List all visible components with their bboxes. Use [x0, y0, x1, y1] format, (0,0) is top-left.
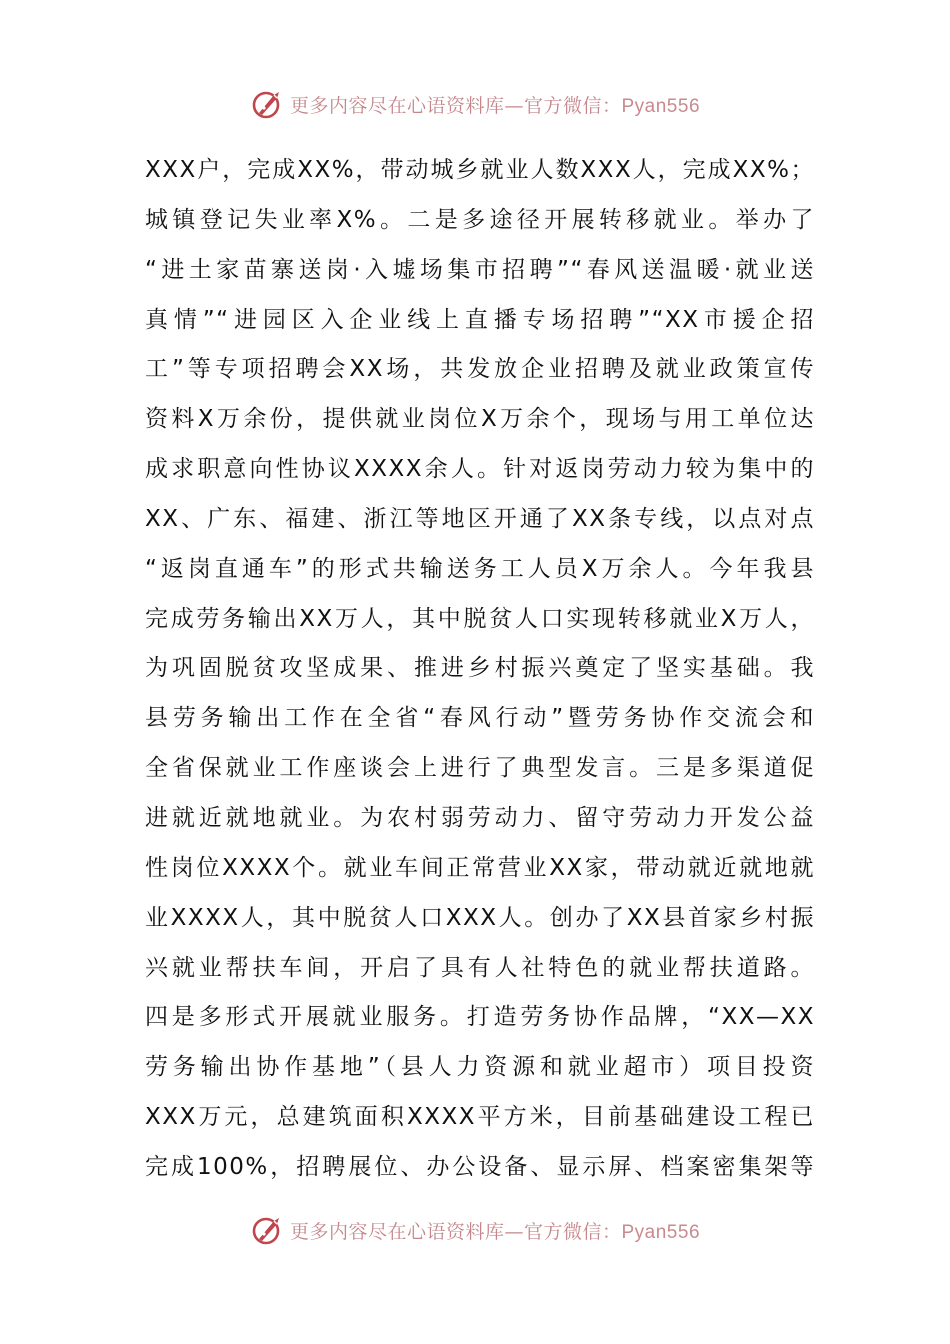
watermark-text [290, 1217, 700, 1244]
body-line: 劳务输出协作基地”（县人力资源和就业超市）项目投资 [145, 1054, 815, 1081]
body-line: “进土家苗寨送岗·入墟场集市招聘”“春风送温暖·就业送 [145, 256, 815, 283]
body-line: 业XXXX人，其中脱贫人口XXX人。创办了XX县首家乡村振 [145, 904, 815, 931]
body-line: 兴就业帮扶车间，开启了具有人社特色的就业帮扶道路。 [145, 954, 815, 981]
body-line: 县劳务输出工作在全省“春风行动”暨劳务协作交流会和 [145, 705, 815, 732]
wechat-handle: Pyan556 [621, 1221, 701, 1243]
watermark-label: 更多内容尽在心语资料库—官方微信： [289, 94, 622, 117]
pen-nib-logo-icon [250, 86, 286, 122]
header-watermark-banner [0, 84, 950, 124]
body-line: 进就近就地就业。为农村弱劳动力、留守劳动力开发公益 [145, 804, 815, 831]
footer-watermark-banner [0, 1210, 950, 1250]
body-line: 全省保就业工作座谈会上进行了典型发言。三是多渠道促 [145, 755, 815, 782]
body-line: 四是多形式开展就业服务。打造劳务协作品牌，“XX—XX [145, 1004, 815, 1031]
body-line: 城镇登记失业率X%。二是多途径开展转移就业。举办了 [145, 206, 815, 233]
document-body [145, 146, 815, 1193]
body-line: 为巩固脱贫攻坚成果、推进乡村振兴奠定了坚实基础。我 [145, 655, 815, 682]
body-line: 性岗位XXXX个。就业车间正常营业XX家，带动就近就地就 [145, 854, 815, 881]
watermark-label: 更多内容尽在心语资料库—官方微信： [289, 1220, 622, 1243]
body-line: XX、广东、福建、浙江等地区开通了XX条专线，以点对点 [145, 505, 815, 532]
watermark-text [290, 91, 700, 118]
body-line: 资料X万余份，提供就业岗位X万余个，现场与用工单位达 [145, 406, 815, 433]
body-line: “返岗直通车”的形式共输送务工人员X万余人。今年我县 [145, 555, 815, 582]
body-line: 完成100%，招聘展位、办公设备、显示屏、档案密集架等 [145, 1153, 815, 1180]
body-line: 成求职意向性协议XXXX余人。针对返岗劳动力较为集中的 [145, 456, 815, 483]
wechat-handle: Pyan556 [621, 95, 701, 117]
body-line: 真情”“进园区入企业线上直播专场招聘”“XX市援企招 [145, 306, 815, 333]
body-line: 工”等专项招聘会XX场，共发放企业招聘及就业政策宣传 [145, 356, 815, 383]
body-line: XXX万元，总建筑面积XXXX平方米，目前基础建设工程已 [145, 1104, 815, 1131]
body-line: 完成劳务输出XX万人，其中脱贫人口实现转移就业X万人， [145, 605, 815, 632]
pen-nib-logo-icon [250, 1212, 286, 1248]
body-line: XXX户，完成XX%，带动城乡就业人数XXX人，完成XX%； [145, 157, 815, 183]
